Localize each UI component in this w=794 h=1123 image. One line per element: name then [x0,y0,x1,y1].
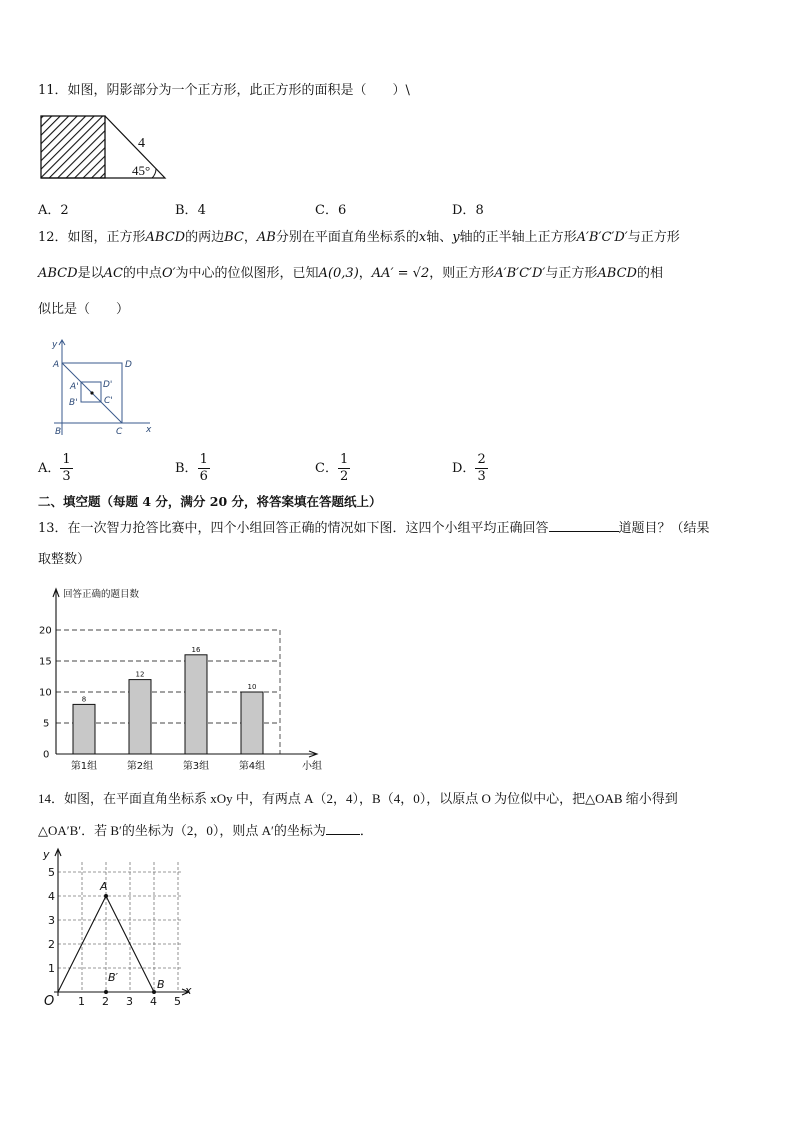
bar [241,692,263,754]
q12-line2: ABCD是以AC的中点O′为中心的位似图形，已知A(0,3)，AA′ = √2，则正方形A′B′C′D′与正方形ABCD的相 [38,266,663,281]
svg-text:B': B' [69,398,78,408]
side-label: 4 [138,136,145,151]
svg-text:2: 2 [102,995,109,1008]
bar-value-label: 8 [81,695,87,704]
category-label: 第2组 [126,761,154,772]
q12-line3: 似比是（ ） [38,302,130,317]
bar-value-label: 10 [247,683,257,691]
section-heading: 二、填空题（每题 4 分，满分 20 分，将答案填在答题纸上） [38,494,382,509]
q12-option-a: A． $\frac{1}{3}$ [38,452,71,484]
y-tick-label: 15 [39,656,52,668]
svg-text:D: D [125,360,132,370]
bar [185,655,207,754]
bar-value-label: 16 [191,645,201,654]
q11-figure [38,112,173,182]
svg-text:y: y [52,340,58,350]
svg-text:A: A [100,880,108,893]
svg-text:1: 1 [48,962,55,975]
category-label: 第3组 [182,761,210,772]
category-label: 第4组 [238,761,266,772]
svg-text:5: 5 [174,995,181,1008]
y-tick-label: 20 [39,625,52,637]
q14-line2: △OA′B′．若 B′的坐标为（2，0），则点 A′的坐标为 ． [38,823,373,838]
bar-value-label: 12 [135,670,145,679]
q12-option-c: C． $\frac{1}{2}$ [315,452,349,484]
q13-line2: 取整数） [38,552,91,567]
angle-arc [152,169,156,178]
svg-text:D': D' [103,380,113,390]
q13-line1: 13．在一次智力抢答比赛中，四个小组回答正确的情况如下图．这四个小组平均正确回答 道题目？（结果 [38,521,710,536]
svg-text:B: B [157,978,165,991]
y-tick-label: 10 [39,687,52,699]
q12-figure [46,337,156,441]
q11-option-c: C．6 [315,203,347,218]
svg-text:x: x [185,984,192,997]
q12-line1: 12．如图，正方形ABCD的两边BC，AB分别在平面直角坐标系的x轴、y轴的正半轴上正方形A′B′C′D′与正方形 [38,230,680,245]
svg-text:C: C [116,427,123,437]
q11-text: 11．如图，阴影部分为一个正方形，此正方形的面积是（ ）\ [38,83,410,98]
q12-option-b: B． $\frac{1}{6}$ [175,452,208,484]
q14-figure [36,842,206,1010]
category-label: 第1组 [70,761,98,772]
svg-text:4: 4 [48,890,55,903]
svg-text:1: 1 [78,995,85,1008]
svg-text:A': A' [70,382,79,392]
y-axis-label: 回答正确的题目数 [63,589,140,600]
q12-option-d: D． $\frac{2}{3}$ [452,452,486,484]
svg-text:5: 5 [48,866,55,879]
svg-text:B′: B′ [108,971,119,984]
svg-text:y: y [43,848,50,861]
q14-line1: 14．如图，在平面直角坐标系 xOy 中，有两点 A（2，4），B（4，0），以原点 O 为位似中心，把△OAB 缩小得到 [38,791,678,806]
q11-option-d: D．8 [452,203,484,218]
x-axis-label: 小组 [302,761,322,772]
q11-option-a: A．2 [38,203,69,218]
y-tick-label: 5 [43,718,50,730]
svg-text:3: 3 [48,914,55,927]
y-tick-label: 0 [43,749,50,761]
svg-text:B: B [55,427,62,437]
svg-text:x: x [146,425,152,435]
svg-text:2: 2 [48,938,55,951]
svg-text:C': C' [104,396,113,406]
bar [129,680,151,754]
q11-option-b: B．4 [175,203,206,218]
svg-text:O: O [44,994,55,1009]
shaded-square [41,116,105,178]
svg-text:3: 3 [126,995,133,1008]
svg-text:A: A [53,360,60,370]
bar [73,704,95,754]
angle-label: 45° [132,163,151,178]
svg-text:4: 4 [150,995,157,1008]
q13-bar-chart [36,585,336,775]
